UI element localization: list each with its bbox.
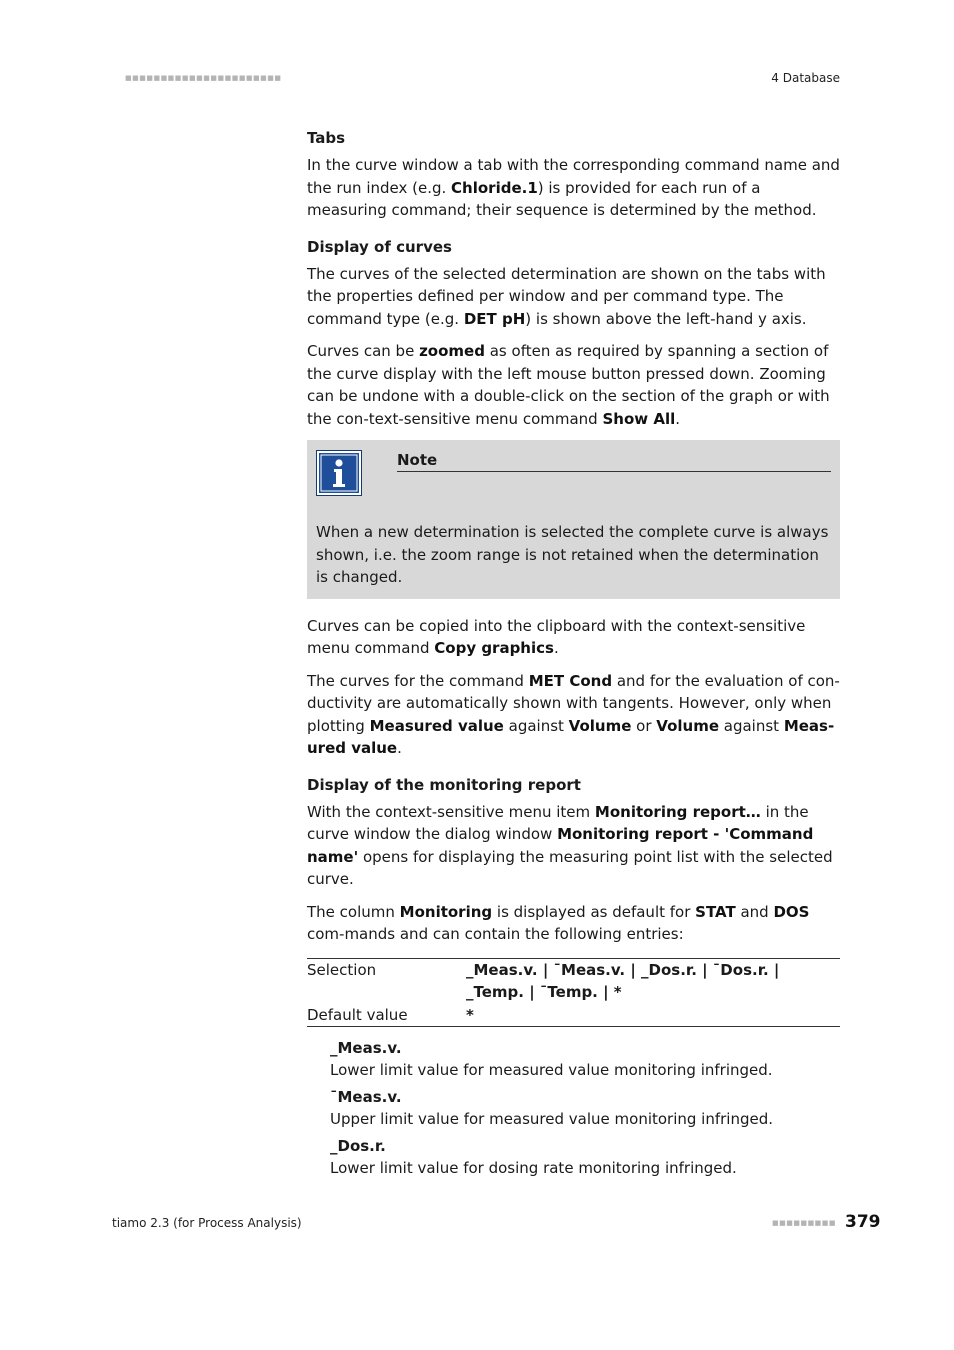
text-run: . [553, 639, 559, 657]
list-item [330, 1086, 840, 1130]
bold-term: MET Cond [528, 671, 613, 690]
bold-term: Show All [602, 409, 676, 428]
bold-term: zoomed [419, 342, 485, 360]
text-run: The curves of the selected determination are shown on the tabs with the properties defined per window and per command type. The command type (e.g. [307, 264, 826, 328]
bold-term: Monitoring report… [594, 802, 761, 821]
curves-paragraph-3 [307, 615, 840, 660]
text-run: ) is provided for each run of a measuring command; their sequence is determined by the method. [307, 178, 817, 219]
table-row [307, 1004, 840, 1027]
page-number: 379 [845, 1212, 881, 1232]
entry-description: Lower limit value for dosing rate monitoring infringed. [330, 1159, 737, 1177]
list-item [330, 1135, 840, 1179]
text-run: ) is shown above the left-hand y axis. [525, 309, 807, 328]
entry-term: _Meas.v. [330, 1039, 402, 1057]
text-run: The curves for the command [307, 671, 529, 690]
running-header: 4 Database [771, 71, 840, 85]
table-row [307, 958, 840, 1004]
table-value: _Meas.v. | ¯Meas.v. | _Dos.r. | ¯Dos.r. | _Temp. | ¯Temp. | * [466, 960, 780, 1001]
tabs-paragraph [307, 154, 840, 222]
entry-term: _Dos.r. [330, 1137, 386, 1155]
note-box [307, 440, 840, 599]
bold-term: DET pH [463, 309, 526, 328]
text-run: com-mands and can contain the following entries: [307, 925, 684, 943]
entry-list [307, 1037, 840, 1179]
bold-term: Measured value [369, 716, 504, 735]
table-key: Selection [307, 960, 377, 979]
text-run: in the curve window the dialog window [307, 802, 809, 843]
parameter-table [307, 958, 840, 1028]
list-item [330, 1037, 840, 1081]
page-content [307, 127, 840, 1184]
info-icon [316, 450, 362, 496]
bold-term: DOS [773, 902, 810, 921]
text-run: and [735, 902, 774, 921]
text-run: or [631, 716, 657, 735]
text-run: is displayed as default for [492, 902, 696, 921]
text-run: . [397, 739, 402, 757]
bold-term: Volume [568, 716, 632, 735]
text-run: With the context-sensitive menu item [307, 802, 595, 821]
footer-product: tiamo 2.3 (for Process Analysis) [112, 1216, 302, 1230]
bold-term: Chloride.1 [451, 178, 538, 197]
tabs-heading: Tabs [307, 129, 346, 147]
text-run: In the curve window a tab with the corresponding command name and the run index (e.g. [307, 156, 840, 197]
footer-decoration: ■■■■■■■■■ [772, 1219, 837, 1227]
bold-term: Copy graphics [434, 639, 554, 657]
text-run: Curves can be [307, 342, 420, 360]
bold-term: Monitoring [399, 902, 493, 921]
note-title: Note [397, 450, 831, 472]
entry-term: ¯Meas.v. [330, 1088, 402, 1106]
monitoring-heading: Display of the monitoring report [307, 775, 581, 794]
monitoring-paragraph-2 [307, 901, 840, 946]
text-run: against [719, 716, 784, 735]
note-body: When a new determination is selected the complete curve is always shown, i.e. the zoom range is not retained when the determination is changed. [316, 523, 829, 586]
entry-description: Upper limit value for measured value monitoring infringed. [330, 1110, 774, 1128]
curves-paragraph-2 [307, 340, 840, 430]
header-decoration: ■■■■■■■■■■■■■■■■■■■■■■ [125, 74, 282, 82]
curves-paragraph-4 [307, 670, 840, 760]
entry-description: Lower limit value for measured value monitoring infringed. [330, 1061, 773, 1079]
bold-term: Monitoring report - 'Command name' [307, 825, 814, 866]
text-run: The column [307, 902, 400, 921]
text-run: . [675, 409, 681, 428]
table-key: Default value [307, 1005, 408, 1024]
text-run: against [503, 716, 569, 735]
text-run: as often as required by spanning a section of the curve display with the left mouse button pressed down. Zooming can be undone with a double-click on the section of the graph or with the con-text-sensitive menu command [307, 342, 830, 428]
text-run: Curves can be copied into the clipboard with the context-sensitive menu command [307, 616, 806, 657]
monitoring-paragraph-1 [307, 801, 840, 891]
text-run: opens for displaying the measuring point list with the selected curve. [307, 847, 833, 888]
curves-heading: Display of curves [307, 237, 452, 256]
curves-paragraph-1 [307, 263, 840, 331]
bold-term: STAT [695, 902, 736, 921]
bold-term: Volume [656, 716, 719, 735]
text-run: and for the evaluation of con-ductivity are automatically shown with tangents. However, only when plotting [307, 671, 840, 735]
bold-term: Meas-ured value [307, 716, 835, 757]
table-value: * [466, 1005, 474, 1024]
